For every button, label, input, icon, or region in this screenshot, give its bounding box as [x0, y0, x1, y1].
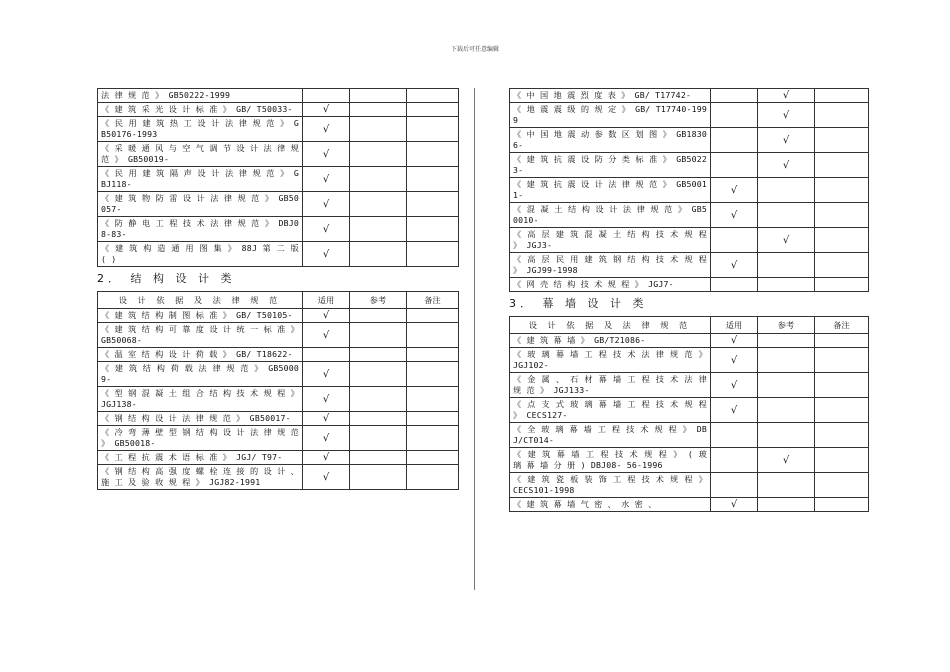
checkmark-applicable: √ — [322, 198, 330, 210]
reference-cell — [758, 278, 815, 292]
reference-cell — [758, 178, 815, 203]
table-row — [510, 373, 869, 398]
table-row — [98, 362, 459, 387]
header-reference: 参考 — [350, 292, 407, 309]
table-row — [98, 451, 459, 465]
checkmark-reference: √ — [782, 90, 790, 101]
remark-cell — [815, 278, 869, 292]
table-row — [510, 153, 869, 178]
table-row — [98, 167, 459, 192]
remark-cell — [407, 217, 459, 242]
checkmark-applicable: √ — [322, 413, 330, 424]
remark-cell — [815, 153, 869, 178]
table-row — [98, 465, 459, 490]
remark-cell — [815, 498, 869, 512]
standard-name-cell: 《 钢 结 构 高 强 度 螺 栓 连 接 的 设 计 、 施 工 及 验 收 规 程 》 JGJ82-1991 — [98, 465, 303, 490]
applicable-cell — [303, 167, 350, 192]
checkmark-applicable: √ — [730, 499, 738, 510]
standard-name-cell: 《 工 程 抗 震 术 语 标 准 》 JGJ/ T97- — [98, 451, 303, 465]
curtain-wall-design-table — [509, 316, 869, 512]
reference-cell — [758, 253, 815, 278]
standard-name-cell: 《 建 筑 抗 震 设 防 分 类 标 准 》 GB50223- — [510, 153, 711, 178]
remark-cell — [815, 203, 869, 228]
standard-name-cell: 《 玻 璃 幕 墙 工 程 技 术 法 律 规 范 》 JGJ102- — [510, 348, 711, 373]
standard-name-cell: 《 建 筑 结 构 可 靠 度 设 计 统 一 标 准 》 GB50068- — [98, 323, 303, 348]
applicable-cell — [303, 217, 350, 242]
reference-cell — [350, 451, 407, 465]
applicable-cell — [711, 423, 758, 448]
applicable-cell — [711, 178, 758, 203]
reference-cell — [350, 412, 407, 426]
reference-cell — [758, 423, 815, 448]
applicable-cell — [711, 498, 758, 512]
remark-cell — [407, 309, 459, 323]
reference-cell — [350, 192, 407, 217]
reference-cell — [350, 117, 407, 142]
reference-cell — [758, 334, 815, 348]
applicable-cell — [711, 203, 758, 228]
remark-cell — [815, 228, 869, 253]
reference-cell — [758, 398, 815, 423]
remark-cell — [815, 178, 869, 203]
header-remark: 备注 — [815, 317, 869, 334]
applicable-cell — [303, 451, 350, 465]
curtain-wall-table-body — [510, 334, 869, 512]
table-row — [510, 423, 869, 448]
checkmark-applicable: √ — [322, 310, 330, 321]
applicable-cell — [711, 448, 758, 473]
table-header-row — [510, 317, 869, 334]
standard-name-cell: 《 温 室 结 构 设 计 荷 载 》 GB/ T18622- — [98, 348, 303, 362]
applicable-cell — [711, 398, 758, 423]
remark-cell — [815, 423, 869, 448]
standard-name-cell: 《 中 国 地 震 烈 度 表 》 GB/ T17742- — [510, 89, 711, 103]
applicable-cell — [303, 465, 350, 490]
standard-name-cell: 《 建 筑 结 构 制 图 标 准 》 GB/ T50105- — [98, 309, 303, 323]
standard-name-cell: 《 建 筑 瓷 板 装 饰 工 程 技 术 规 程 》 CECS101-1998 — [510, 473, 711, 498]
standard-name-cell: 《 金 属 、 石 材 幕 墙 工 程 技 术 法 律 规 范 》 JGJ133- — [510, 373, 711, 398]
remark-cell — [407, 323, 459, 348]
table-row — [510, 228, 869, 253]
reference-cell — [758, 128, 815, 153]
table-row — [510, 89, 869, 103]
applicable-cell — [711, 89, 758, 103]
right-column — [509, 88, 868, 512]
table-row — [510, 498, 869, 512]
applicable-cell — [303, 348, 350, 362]
standard-name-cell: 《 全 玻 璃 幕 墙 工 程 技 术 规 程 》 DBJ/CT014- — [510, 423, 711, 448]
applicable-cell — [711, 473, 758, 498]
remark-cell — [407, 103, 459, 117]
checkmark-applicable: √ — [322, 329, 330, 341]
checkmark-applicable: √ — [322, 248, 330, 260]
standard-name-cell: 《 防 静 电 工 程 技 术 法 律 规 范 》 DBJ08-83- — [98, 217, 303, 242]
table-row — [98, 309, 459, 323]
reference-cell — [350, 242, 407, 267]
checkmark-applicable: √ — [730, 335, 738, 346]
reference-cell — [350, 217, 407, 242]
reference-cell — [350, 348, 407, 362]
remark-cell — [815, 128, 869, 153]
table-row — [98, 89, 459, 103]
checkmark-applicable: √ — [322, 223, 330, 235]
applicable-cell — [711, 228, 758, 253]
checkmark-applicable: √ — [322, 452, 330, 463]
checkmark-applicable: √ — [322, 123, 330, 135]
remark-cell — [815, 373, 869, 398]
applicable-cell — [711, 253, 758, 278]
table-row — [98, 348, 459, 362]
standard-name-cell: 《 混 凝 土 结 构 设 计 法 律 规 范 》 GB50010- — [510, 203, 711, 228]
table-row — [510, 203, 869, 228]
table-row — [510, 473, 869, 498]
applicable-cell — [711, 278, 758, 292]
table-row — [510, 103, 869, 128]
remark-cell — [815, 348, 869, 373]
checkmark-applicable: √ — [730, 184, 738, 196]
left-column — [97, 88, 458, 490]
applicable-cell — [303, 362, 350, 387]
reference-cell — [350, 362, 407, 387]
reference-cell — [350, 387, 407, 412]
right-top-table — [509, 88, 869, 292]
applicable-cell — [711, 334, 758, 348]
applicable-cell — [303, 387, 350, 412]
table-row — [98, 412, 459, 426]
applicable-cell — [303, 142, 350, 167]
checkmark-applicable: √ — [730, 209, 738, 221]
applicable-cell — [303, 192, 350, 217]
page-header-note: 下载后可任意编辑 — [450, 46, 499, 53]
checkmark-applicable: √ — [730, 404, 738, 416]
reference-cell — [350, 309, 407, 323]
checkmark-applicable: √ — [730, 354, 738, 366]
table-row — [98, 192, 459, 217]
applicable-cell — [711, 153, 758, 178]
remark-cell — [815, 103, 869, 128]
applicable-cell — [711, 128, 758, 153]
applicable-cell — [303, 412, 350, 426]
remark-cell — [407, 412, 459, 426]
checkmark-applicable: √ — [730, 259, 738, 271]
remark-cell — [407, 142, 459, 167]
remark-cell — [815, 448, 869, 473]
table-row — [510, 128, 869, 153]
applicable-cell — [303, 323, 350, 348]
table-row — [98, 242, 459, 267]
applicable-cell — [711, 103, 758, 128]
column-divider — [474, 88, 475, 590]
remark-cell — [407, 167, 459, 192]
standard-name-cell: 《 建 筑 幕 墙 气 密 、 水 密 、 — [510, 498, 711, 512]
standard-name-cell: 《 民 用 建 筑 隔 声 设 计 法 律 规 范 》 GBJ118- — [98, 167, 303, 192]
table-row — [98, 142, 459, 167]
reference-cell — [350, 142, 407, 167]
header-reference: 参考 — [758, 317, 815, 334]
applicable-cell — [711, 373, 758, 398]
standard-name-cell: 《 高 层 民 用 建 筑 钢 结 构 技 术 规 程 》 JGJ99-1998 — [510, 253, 711, 278]
standard-name-cell: 《 高 层 建 筑 混 凝 土 结 构 技 术 规 程 》 JGJ3- — [510, 228, 711, 253]
standard-name-cell: 《 钢 结 构 设 计 法 律 规 范 》 GB50017- — [98, 412, 303, 426]
reference-cell — [758, 498, 815, 512]
reference-cell — [350, 103, 407, 117]
standard-name-cell: 《 中 国 地 震 动 参 数 区 划 图 》 GB18306- — [510, 128, 711, 153]
table-row — [510, 178, 869, 203]
table-row — [510, 448, 869, 473]
applicable-cell — [303, 103, 350, 117]
checkmark-applicable: √ — [322, 432, 330, 444]
remark-cell — [815, 473, 869, 498]
table-row — [510, 253, 869, 278]
checkmark-applicable: √ — [322, 393, 330, 405]
left-top-table — [97, 88, 459, 267]
applicable-cell — [303, 89, 350, 103]
remark-cell — [407, 242, 459, 267]
standard-name-cell: 《 点 支 式 玻 璃 幕 墙 工 程 技 术 规 程 》 CECS127- — [510, 398, 711, 423]
reference-cell — [350, 465, 407, 490]
table-row — [98, 323, 459, 348]
checkmark-applicable: √ — [322, 471, 330, 483]
section-title-curtain-wall: 3． 幕 墙 设 计 类 — [509, 297, 648, 310]
standard-name-cell: 《 建 筑 构 造 通 用 图 集 》 88J 第 二 版 ( ) — [98, 242, 303, 267]
right-top-table-body — [510, 89, 869, 292]
remark-cell — [815, 398, 869, 423]
standard-name-cell: 《 型 钢 混 凝 土 组 合 结 构 技 术 规 程 》 JGJ138- — [98, 387, 303, 412]
structure-table-body — [98, 309, 459, 490]
remark-cell — [407, 387, 459, 412]
standard-name-cell: 《 建 筑 结 构 荷 载 法 律 规 范 》 GB50009- — [98, 362, 303, 387]
remark-cell — [815, 334, 869, 348]
checkmark-applicable: √ — [322, 368, 330, 380]
reference-cell — [758, 448, 815, 473]
table-row — [98, 387, 459, 412]
applicable-cell — [303, 117, 350, 142]
standard-name-cell: 《 网 壳 结 构 技 术 规 程 》 JGJ7- — [510, 278, 711, 292]
remark-cell — [815, 253, 869, 278]
reference-cell — [758, 203, 815, 228]
reference-cell — [758, 228, 815, 253]
reference-cell — [758, 89, 815, 103]
checkmark-reference: √ — [782, 109, 790, 121]
table-row — [510, 398, 869, 423]
left-top-table-body — [98, 89, 459, 267]
remark-cell — [407, 192, 459, 217]
applicable-cell — [303, 242, 350, 267]
table-row — [510, 348, 869, 373]
standard-name-cell: 《 建 筑 抗 震 设 计 法 律 规 范 》 GB50011- — [510, 178, 711, 203]
section-title-structure: 2． 结 构 设 计 类 — [97, 272, 236, 285]
remark-cell — [407, 348, 459, 362]
reference-cell — [350, 426, 407, 451]
checkmark-reference: √ — [782, 134, 790, 146]
remark-cell — [407, 451, 459, 465]
reference-cell — [350, 89, 407, 103]
standard-name-cell: 《 采 暖 通 风 与 空 气 调 节 设 计 法 律 规 范 》 GB50019- — [98, 142, 303, 167]
checkmark-applicable: √ — [322, 104, 330, 115]
reference-cell — [758, 153, 815, 178]
reference-cell — [758, 103, 815, 128]
checkmark-reference: √ — [782, 234, 790, 246]
checkmark-applicable: √ — [322, 148, 330, 160]
remark-cell — [407, 362, 459, 387]
standard-name-cell: 法 律 规 范 》 GB50222-1999 — [98, 89, 303, 103]
remark-cell — [407, 465, 459, 490]
remark-cell — [407, 117, 459, 142]
remark-cell — [407, 426, 459, 451]
standard-name-cell: 《 建 筑 幕 墙 》 GB/T21086- — [510, 334, 711, 348]
applicable-cell — [303, 426, 350, 451]
reference-cell — [350, 323, 407, 348]
structure-design-table — [97, 291, 459, 490]
applicable-cell — [303, 309, 350, 323]
checkmark-reference: √ — [782, 454, 790, 466]
table-row — [98, 426, 459, 451]
standard-name-cell: 《 建 筑 幕 墙 工 程 技 术 规 程 》 ( 玻 璃 幕 墙 分 册 ) DBJ08- 56-1996 — [510, 448, 711, 473]
header-basis: 设 计 依 据 及 法 律 规 范 — [510, 317, 711, 334]
checkmark-applicable: √ — [730, 379, 738, 391]
reference-cell — [350, 167, 407, 192]
header-basis: 设 计 依 据 及 法 律 规 范 — [98, 292, 303, 309]
header-applicable: 适用 — [711, 317, 758, 334]
standard-name-cell: 《 建 筑 物 防 雷 设 计 法 律 规 范 》 GB50057- — [98, 192, 303, 217]
standard-name-cell: 《 民 用 建 筑 热 工 设 计 法 律 规 范 》 GB50176-1993 — [98, 117, 303, 142]
table-row — [98, 217, 459, 242]
header-remark: 备注 — [407, 292, 459, 309]
header-applicable: 适用 — [303, 292, 350, 309]
reference-cell — [758, 348, 815, 373]
reference-cell — [758, 373, 815, 398]
table-header-row — [98, 292, 459, 309]
standard-name-cell: 《 地 震 震 级 的 规 定 》 GB/ T17740-1999 — [510, 103, 711, 128]
reference-cell — [758, 473, 815, 498]
standard-name-cell: 《 建 筑 采 光 设 计 标 准 》 GB/ T50033- — [98, 103, 303, 117]
standard-name-cell: 《 冷 弯 薄 壁 型 钢 结 构 设 计 法 律 规 范 》 GB50018- — [98, 426, 303, 451]
table-row — [98, 117, 459, 142]
remark-cell — [407, 89, 459, 103]
checkmark-reference: √ — [782, 159, 790, 171]
table-row — [510, 278, 869, 292]
table-row — [98, 103, 459, 117]
checkmark-applicable: √ — [322, 173, 330, 185]
applicable-cell — [711, 348, 758, 373]
remark-cell — [815, 89, 869, 103]
table-row — [510, 334, 869, 348]
